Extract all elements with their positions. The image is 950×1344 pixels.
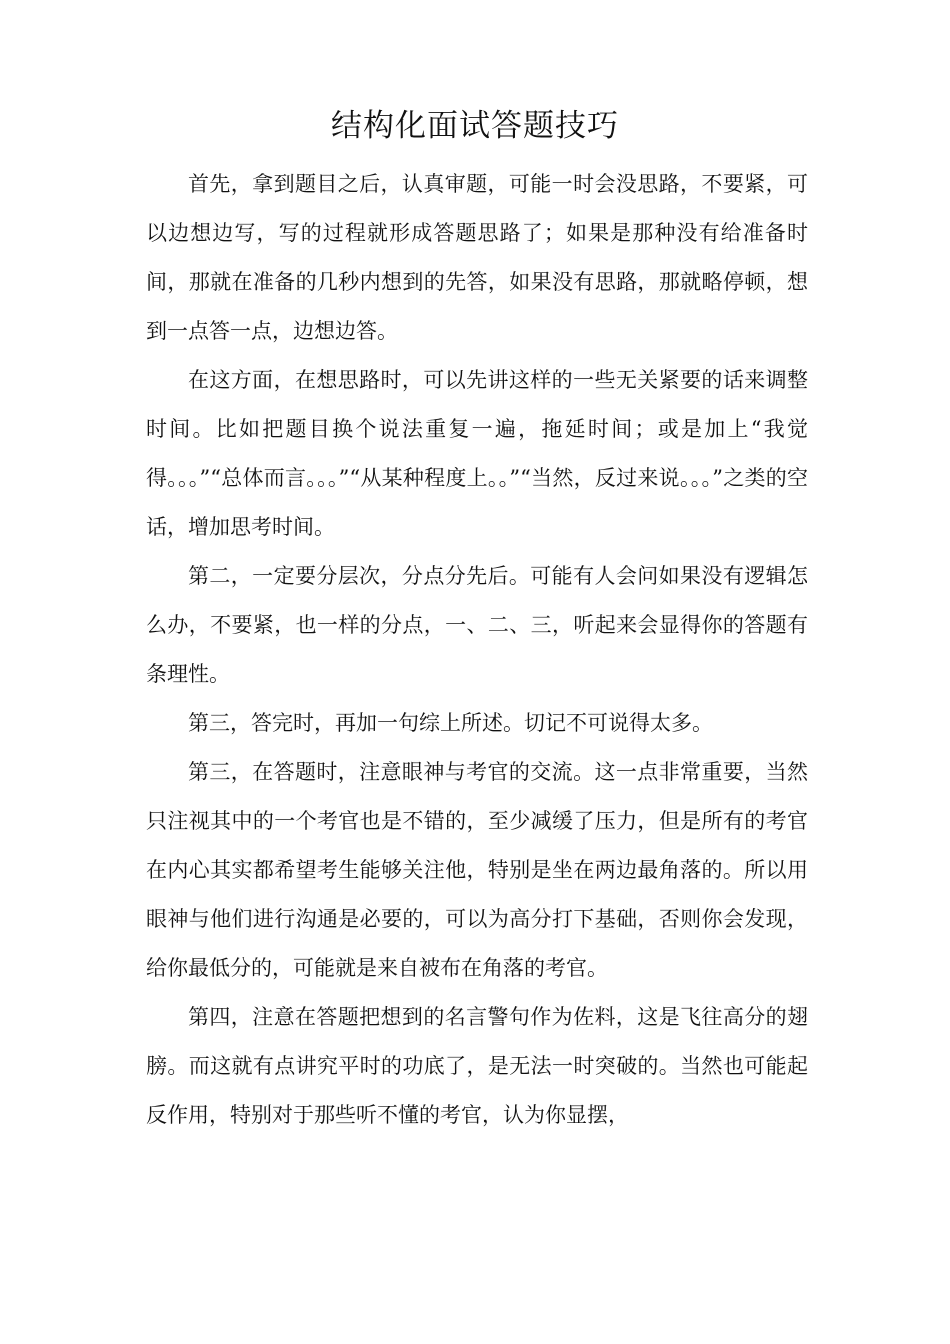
paragraph-2: 在这方面，在想思路时，可以先讲这样的一些无关紧要的话来调整时间。比如把题目换个说法重复一遍，拖延时间；或是加上“我觉得。。。”“总体而言。。。”“从某种程度上。。”“当然，反过来说。。。”之类的空话，增加思考时间。 <box>146 368 808 539</box>
paragraph-1: 首先，拿到题目之后，认真审题，可能一时会没思路，不要紧，可以边想边写，写的过程就形成答题思路了；如果是那种没有给准备时间，那就在准备的几秒内想到的先答，如果没有思路，那就略停顿，想到一点答一点，边想边答。 <box>146 172 808 343</box>
page-title: 结构化面试答题技巧 <box>331 108 619 144</box>
paragraph-3: 第二，一定要分层次，分点分先后。可能有人会问如果没有逻辑怎么办，不要紧，也一样的分点，一、二、三，听起来会显得你的答题有条理性。 <box>146 564 808 686</box>
paragraph-5: 第三，在答题时，注意眼神与考官的交流。这一点非常重要，当然只注视其中的一个考官也是不错的，至少减缓了压力，但是所有的考官在内心其实都希望考生能够关注他，特别是坐在两边最角落的。所以用眼神与他们进行沟通是必要的，可以为高分打下基础，否则你会发现，给你最低分的，可能就是来自被布在角落的考官。 <box>146 760 808 980</box>
paragraph-6: 第四，注意在答题把想到的名言警句作为佐料，这是飞往高分的翅膀。而这就有点讲究平时的功底了，是无法一时突破的。当然也可能起反作用，特别对于那些听不懂的考官，认为你显摆， <box>146 1005 808 1127</box>
document-body <box>146 160 808 1140</box>
paragraph-4: 第三，答完时，再加一句综上所述。切记不可说得太多。 <box>188 711 713 735</box>
